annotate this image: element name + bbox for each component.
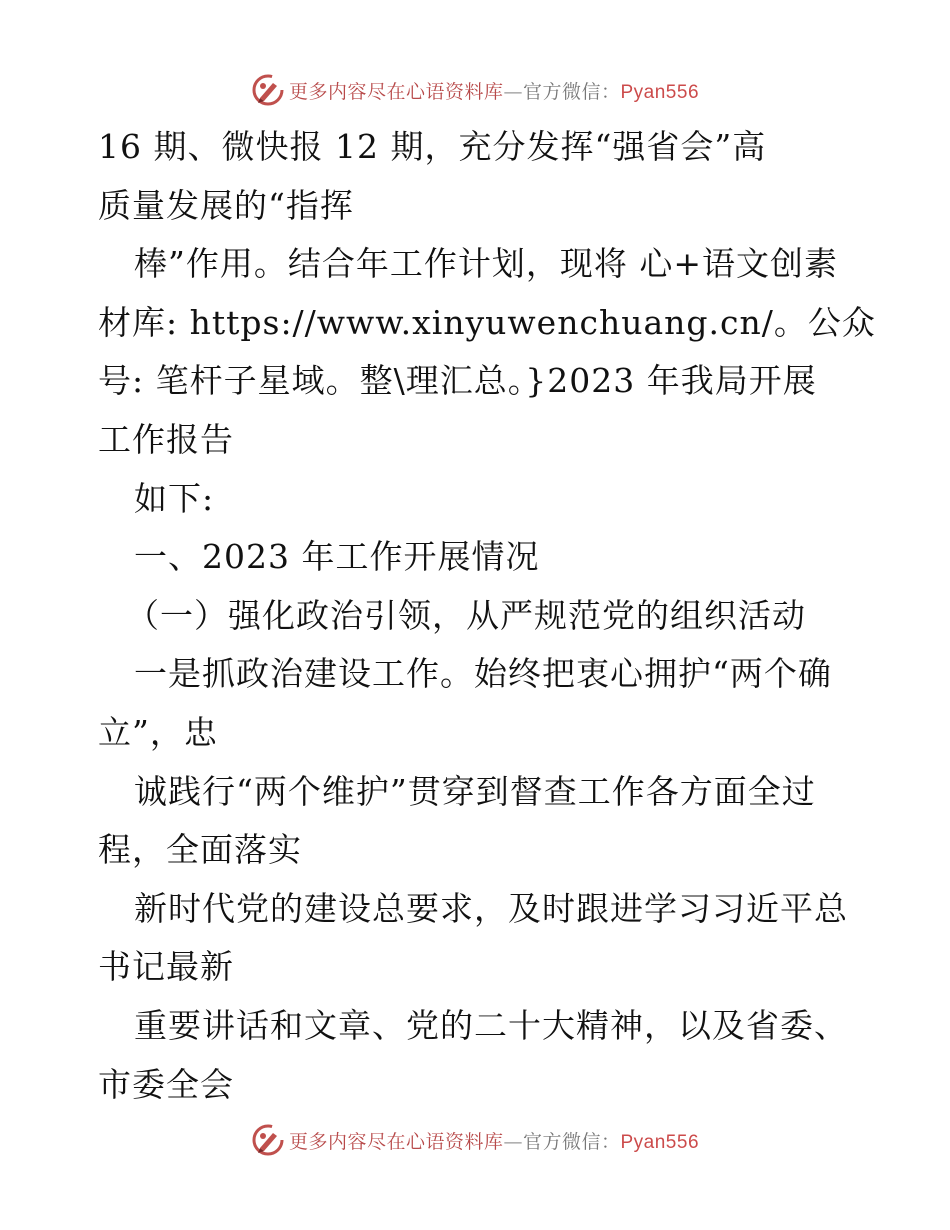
body-line: 质量发展的“指挥 [98, 185, 354, 225]
body-line: 如下: [134, 478, 215, 518]
body-line: 诚践行“两个维护”贯穿到督查工作各方面全过 [134, 771, 816, 811]
footer-dash: — [503, 1130, 523, 1153]
body-line: 工作报告 [98, 419, 234, 459]
body-line: 程，全面落实 [98, 830, 302, 870]
body-line: 书记最新 [98, 947, 234, 987]
body-line: 立”，忠 [98, 712, 218, 752]
body-line: 棒”作用。结合年工作计划，现将 心+语文创素 [134, 244, 839, 284]
body-line: 一是抓政治建设工作。始终把衷心拥护“两个确 [134, 654, 832, 694]
body-line: 重要讲话和文章、党的二十大精神，以及省委、 [134, 1005, 848, 1045]
body-line: 材库: https://www.xinyuwenchuang.cn/。公众 [98, 302, 876, 342]
footer-wechat-id: Pyan556 [620, 1131, 700, 1153]
header-dash: — [503, 80, 523, 103]
subsection-heading: （一）强化政治引领，从严规范党的组织活动 [126, 595, 806, 635]
header-promo: 更多内容尽在心语资料库 [288, 80, 504, 103]
pen-logo-icon [251, 1123, 285, 1157]
body-line: 新时代党的建设总要求，及时跟进学习习近平总 [134, 888, 848, 928]
footer-promo-text [289, 1127, 699, 1154]
section-heading: 一、2023 年工作开展情况 [134, 537, 540, 577]
header-banner [0, 70, 950, 110]
header-promo-text [289, 77, 699, 104]
body-line: 16 期、微快报 12 期，充分发挥“强省会”高 [98, 127, 767, 166]
body-line: 市委全会 [98, 1064, 234, 1104]
footer-banner [0, 1120, 950, 1160]
body-line: 号: 笔杆子星域。整\理汇总。}2023 年我局开展 [98, 361, 817, 401]
document-body [98, 118, 876, 1114]
footer-promo: 更多内容尽在心语资料库 [288, 1130, 504, 1153]
pen-logo-icon [251, 73, 285, 107]
footer-wechat-label: 官方微信： [522, 1130, 621, 1153]
header-wechat-id: Pyan556 [620, 81, 700, 103]
header-wechat-label: 官方微信： [522, 80, 621, 103]
